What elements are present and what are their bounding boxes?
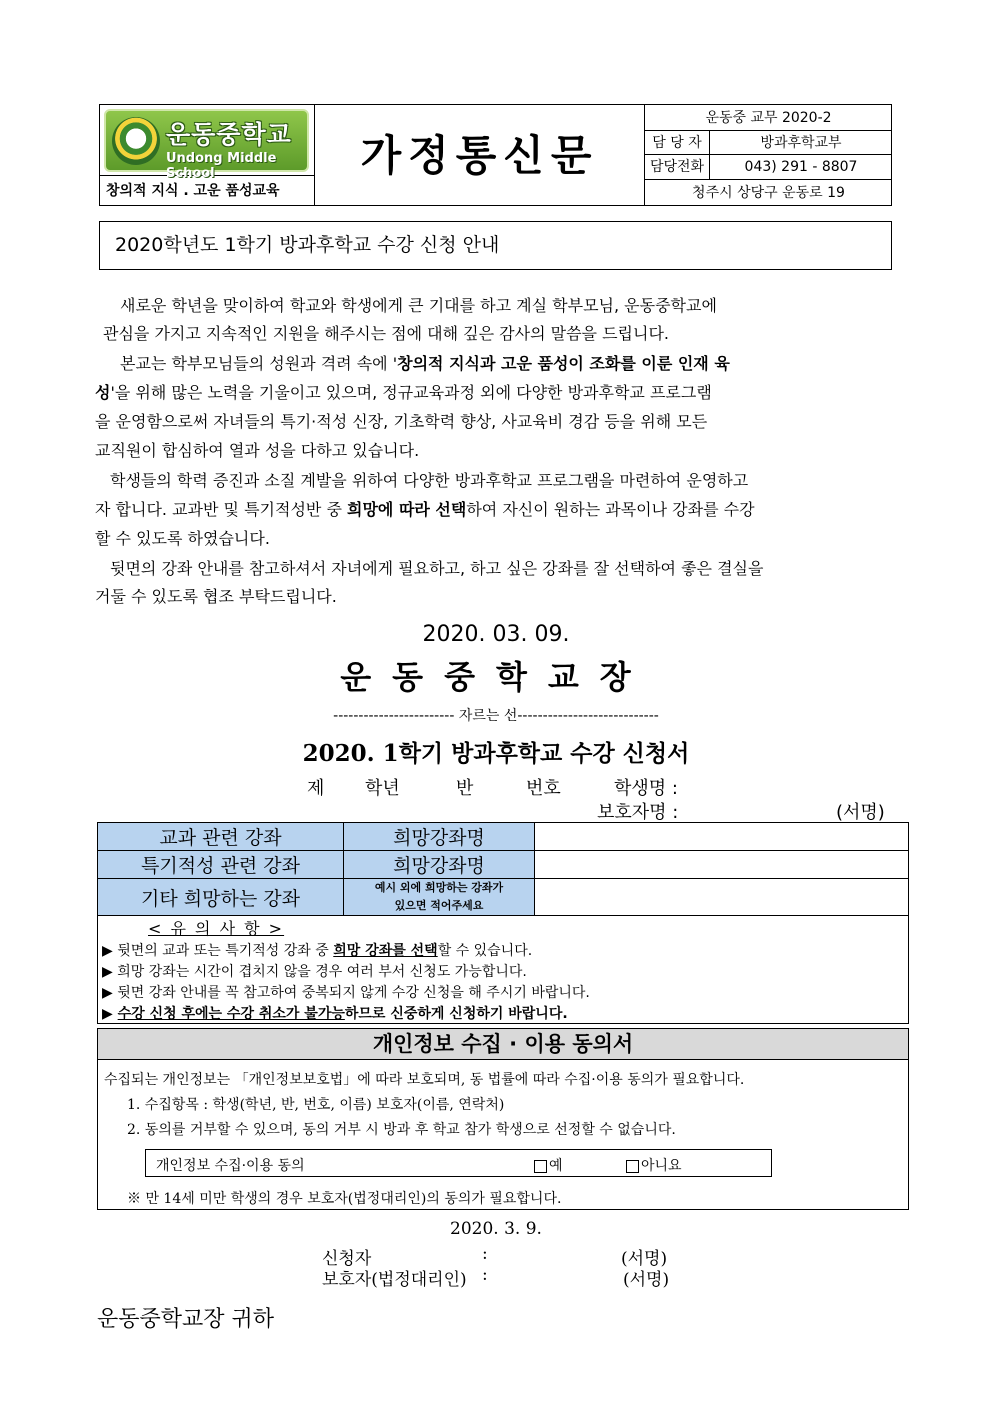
yes-label: 예 (549, 1158, 563, 1174)
consent-intro: 수집되는 개인정보는 「개인정보보호법」에 따라 보호되며, 동 법률에 따라 수집·이용 동의가 필요합니다. (104, 1072, 745, 1088)
agree-yes-option[interactable] (534, 1155, 563, 1175)
guardian-name-label[interactable]: 보호자명 : (597, 802, 679, 823)
signature-label: (서명) (836, 802, 885, 823)
school-motto: 창의적 지식 . 고운 품성교육 (100, 176, 315, 206)
text-span: '을 위해 많은 노력을 기울이고 있으며, 정규교육과정 외에 다양한 방과후학교 프로그램 (110, 383, 712, 402)
course-input-cell[interactable] (535, 823, 909, 851)
phone-value: 043) 291 - 8807 (744, 159, 858, 175)
info-grid (645, 105, 892, 206)
text-span: 할 수 있습니다. (437, 943, 533, 959)
table-row (98, 851, 909, 879)
text-span: ▶ 뒷면의 교과 또는 특기적성 강좌 중 (102, 943, 334, 959)
class-label: 반 (456, 778, 474, 799)
emphasis-text: 창의적 지식과 고운 품성이 조화를 이룬 인재 육 (397, 354, 730, 373)
paragraph-line: 새로운 학년을 맞이하여 학교와 학생에게 큰 기대를 하고 계실 학부모님, 운동중학교에 (120, 296, 717, 315)
colon: : (482, 1244, 488, 1264)
course-field-label (344, 879, 535, 916)
paragraph-line (95, 379, 900, 408)
paragraph-line (95, 496, 900, 525)
phone-label: 담당전화 (645, 155, 710, 179)
guardian-signature[interactable]: (서명) (623, 1270, 670, 1290)
logo-korean-text: 운동중학교 (166, 120, 292, 149)
table-row (98, 823, 909, 851)
text-span: ▶ (102, 1006, 118, 1022)
logo-english-text: Undong Middle School (166, 151, 277, 181)
consent-item: 1. 수집항목 : 학생(학년, 반, 번호, 이름) 보호자(이름, 연락처) (127, 1097, 505, 1113)
document-title: 가정통신문 (315, 105, 645, 206)
consent-item: 2. 동의를 거부할 수 있으며, 동의 거부 시 방과 후 학교 참가 학생으로 선정할 수 없습니다. (127, 1122, 676, 1138)
consent-title: 개인정보 수집 · 이용 동의서 (97, 1028, 909, 1060)
applicant-label: 신청자 (322, 1249, 372, 1269)
paragraph-line (95, 350, 900, 379)
logo-cell (100, 105, 315, 181)
note-item (102, 940, 532, 960)
emphasis-text: 수강 신청 후에는 수강 취소가 불가능 (117, 1006, 345, 1022)
school-emblem-icon (112, 117, 160, 165)
application-date: 2020. 3. 9. (450, 1219, 542, 1239)
agree-box (145, 1149, 772, 1177)
manager-value: 방과후학교부 (760, 135, 842, 151)
table-row (98, 879, 909, 916)
phone-row (645, 155, 892, 180)
yes-checkbox[interactable] (534, 1160, 547, 1173)
document-number: 운동중 교무 2020-2 (645, 105, 892, 131)
cut-line: ------------------------ 자르는 선---------------------------- (333, 708, 659, 724)
school-address: 청주시 상당구 운동로 19 (692, 185, 845, 201)
manager-row (645, 131, 892, 155)
applicant-signature[interactable]: (서명) (621, 1249, 668, 1269)
school-logo (104, 109, 309, 181)
emphasis-text: 희망에 따라 선택 (347, 500, 467, 519)
colon: : (482, 1265, 488, 1285)
note-item: ▶ 뒷면 강좌 안내를 꼭 참고하여 중복되지 않게 수강 신청을 해 주시기 바랍니다. (102, 985, 590, 1001)
paragraph-line: 할 수 있도록 하였습니다. (95, 529, 270, 548)
manager-label: 담 당 자 (645, 131, 710, 154)
consent-body (97, 1060, 909, 1210)
course-category: 기타 희망하는 강좌 (98, 879, 344, 916)
paragraph-line: 학생들의 학력 증진과 소질 계발을 위하여 다양한 방과후학교 프로그램을 마련하여 운영하고 (110, 471, 749, 490)
agree-no-option[interactable] (626, 1155, 682, 1175)
paragraph-line: 관심을 가지고 지속적인 지원을 해주시는 점에 대해 깊은 감사의 말씀을 드립니다. (103, 324, 669, 343)
consent-note: ※ 만 14세 미만 학생의 경우 보호자(법정대리인)의 동의가 필요합니다. (127, 1191, 562, 1207)
no-checkbox[interactable] (626, 1160, 639, 1173)
paragraph-line: 거둘 수 있도록 협조 부탁드립니다. (95, 587, 337, 606)
text-span: 하여 자신이 원하는 과목이나 강좌를 수강 (466, 500, 755, 519)
course-category: 교과 관련 강좌 (98, 823, 344, 851)
grade-prefix: 제 (307, 778, 325, 799)
text-span: 본교는 학부모님들의 성원과 격려 속에 ' (120, 354, 398, 373)
number-label: 번호 (526, 778, 561, 799)
principal-name: 운동중학교장 (340, 658, 652, 696)
guardian-label: 보호자(법정대리인) (322, 1270, 467, 1290)
paragraph-line: 교직원이 합심하여 열과 성을 다하고 있습니다. (95, 441, 420, 460)
issue-date: 2020. 03. 09. (422, 622, 570, 647)
text-span: 자 합니다. 교과반 및 특기적성반 중 (95, 500, 347, 519)
course-input-cell[interactable] (535, 851, 909, 879)
addressee: 운동중학교장 귀하 (97, 1307, 275, 1332)
notes-title: < 유 의 사 항 > (148, 919, 285, 938)
student-name-label[interactable]: 학생명 : (614, 778, 678, 799)
no-label: 아니요 (641, 1158, 682, 1174)
field-hint-line: 예시 외에 희망하는 강좌가 (374, 881, 504, 894)
text-span: 하므로 신중하게 신청하기 바랍니다. (344, 1006, 568, 1022)
emphasis-text: 희망 강좌를 선택 (333, 943, 438, 959)
subject-line: 2020학년도 1학기 방과후학교 수강 신청 안내 (99, 221, 892, 270)
agree-label: 개인정보 수집·이용 동의 (156, 1158, 305, 1174)
field-hint-line: 있으면 적어주세요 (394, 899, 484, 912)
course-table (97, 822, 909, 916)
form-title: 2020. 1학기 방과후학교 수강 신청서 (302, 740, 690, 767)
course-field-label: 희망강좌명 (344, 823, 535, 851)
grade-label: 학년 (365, 778, 400, 799)
letter-header (99, 104, 892, 206)
course-category: 특기적성 관련 강좌 (98, 851, 344, 879)
note-item: ▶ 희망 강좌는 시간이 겹치지 않을 경우 여러 부서 신청도 가능합니다. (102, 964, 527, 980)
course-input-cell[interactable] (535, 879, 909, 916)
paragraph-line: 뒷면의 강좌 안내를 참고하셔서 자녀에게 필요하고, 하고 싶은 강좌를 잘 선택하여 좋은 결실을 (110, 559, 764, 578)
note-item (102, 1003, 568, 1023)
paragraph-line: 을 운영함으로써 자녀들의 특기·적성 신장, 기초학력 향상, 사교육비 경감 등을 위해 모든 (95, 412, 708, 431)
course-field-label: 희망강좌명 (344, 851, 535, 879)
emphasis-text: 성 (95, 383, 111, 402)
notes-box (97, 915, 909, 1024)
